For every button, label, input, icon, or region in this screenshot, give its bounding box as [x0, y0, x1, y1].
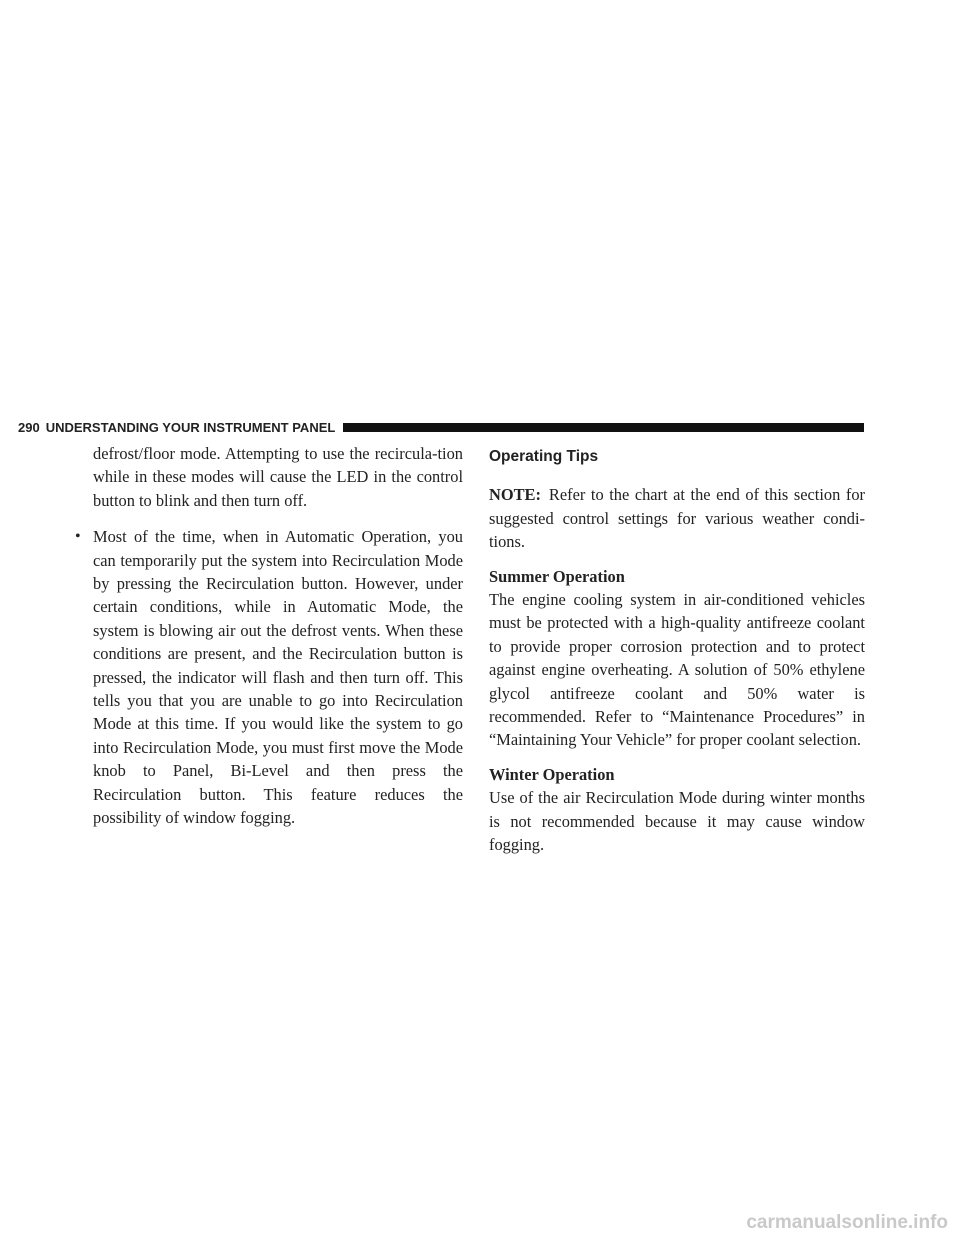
bullet-icon: •	[75, 528, 81, 546]
summer-operation-text: The engine cooling system in air-conditioned vehicles must be protected with a high-quality antifreeze coolant to provide proper corrosion protection and to protect against engine overheating. A solution of 50% ethylene glycol antifreeze coolant and 50% water is recommended. Refer to “Maintenance Procedures” in “Maintaining Your Vehicle” for proper coolant selection.	[489, 590, 865, 750]
note-label: NOTE:	[489, 485, 541, 505]
continuation-paragraph: defrost/floor mode. Attempting to use the recircula-tion while in these modes will cause the LED in the control button to blink and then turn off.	[93, 444, 463, 510]
watermark-logo: carmanualsonline.info	[746, 1212, 948, 1233]
right-column	[489, 442, 865, 857]
operating-tips-heading: Operating Tips	[489, 448, 599, 465]
note-text: Refer to the chart at the end of this section for suggested control settings for various weather condi-tions.	[489, 485, 865, 552]
left-column	[75, 442, 463, 830]
winter-operation-heading: Winter Operation	[489, 764, 615, 784]
summer-operation-heading: Summer Operation	[489, 566, 625, 586]
bullet-text: Most of the time, when in Automatic Operation, you can temporarily put the system into Recirculation Mode by pressing the Recirculation button. However, under certain conditions, while in Automatic Mode, the system is blowing air out the defrost vents. When these conditions are present, and the Recirculation button is pressed, the indicator will flash and then turn off. This tells you that you are unable to go into Recirculation Mode at this time. If you would like the system to go into Recirculation Mode, you must first move the Mode knob to Panel, Bi-Level and then press the Recirculation button. This feature reduces the possibility of window fogging.	[93, 527, 463, 828]
section-title: UNDERSTANDING YOUR INSTRUMENT PANEL	[45, 419, 336, 435]
page-header	[18, 418, 864, 436]
bullet-item	[75, 525, 463, 829]
header-rule	[343, 423, 864, 432]
note-paragraph	[489, 483, 865, 553]
winter-operation-text: Use of the air Recirculation Mode during winter months is not recommended because it may cause window fogging.	[489, 788, 865, 855]
page-number: 290	[18, 419, 40, 435]
